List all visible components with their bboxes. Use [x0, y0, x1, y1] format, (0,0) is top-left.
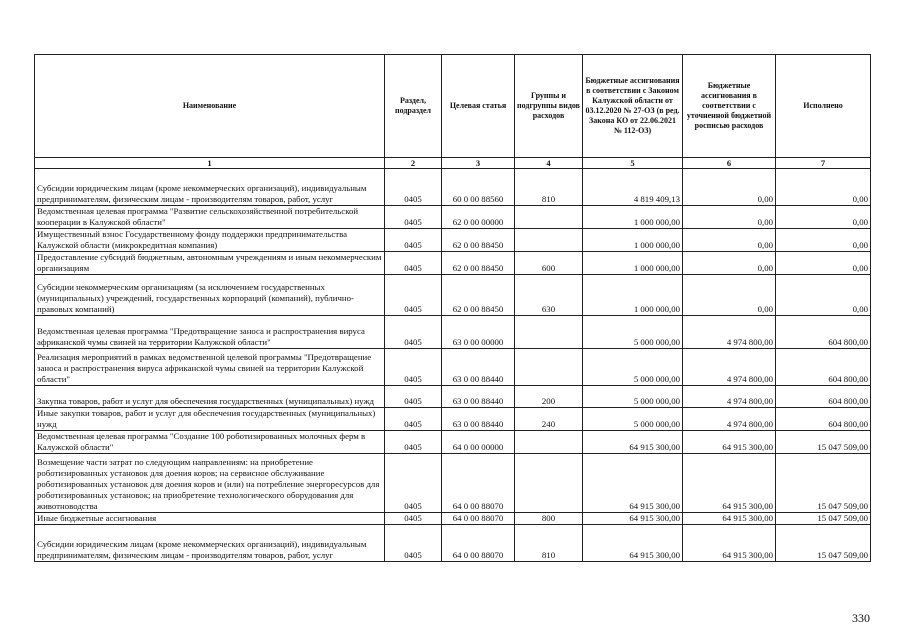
column-number-row: [35, 158, 871, 169]
row-law-amount: 64 915 300,00: [583, 513, 683, 525]
header-target: Целевая статья: [442, 55, 515, 158]
row-law-amount: 5 000 000,00: [583, 316, 683, 349]
table-row: [35, 349, 871, 386]
row-law-amount: 1 000 000,00: [583, 275, 683, 316]
header-refined: Бюджетные ассигнования в соответствии с уточненной бюджетной росписью расходов: [683, 55, 776, 158]
table-row: [35, 454, 871, 513]
row-group: [515, 349, 583, 386]
row-executed-amount: 15 047 509,00: [776, 454, 871, 513]
row-section: 0405: [385, 408, 442, 431]
row-section: 0405: [385, 513, 442, 525]
row-executed-amount: 0,00: [776, 229, 871, 252]
row-group: [515, 206, 583, 229]
table-row: [35, 252, 871, 275]
row-name: Ведомственная целевая программа "Предотвращение заноса и распространения вируса африканской чумы свиней на территории Калужской области": [35, 316, 385, 349]
row-section: 0405: [385, 275, 442, 316]
column-number: 2: [385, 158, 442, 169]
row-name: Ведомственная целевая программа "Создание 100 роботизированных молочных ферм в Калужской области": [35, 431, 385, 454]
row-law-amount: 4 819 409,13: [583, 169, 683, 206]
row-section: 0405: [385, 169, 442, 206]
table-row: [35, 275, 871, 316]
table-row: [35, 513, 871, 525]
row-group: 600: [515, 252, 583, 275]
table-row: [35, 408, 871, 431]
row-target: 62 0 00 88450: [442, 252, 515, 275]
row-name: Закупка товаров, работ и услуг для обеспечения государственных (муниципальных) нужд: [35, 386, 385, 408]
row-section: 0405: [385, 525, 442, 562]
page-number: 330: [852, 611, 870, 625]
row-refined-amount: 0,00: [683, 252, 776, 275]
row-law-amount: 64 915 300,00: [583, 454, 683, 513]
row-refined-amount: 4 974 800,00: [683, 408, 776, 431]
row-target: 64 0 00 88070: [442, 513, 515, 525]
row-executed-amount: 604 800,00: [776, 316, 871, 349]
row-executed-amount: 0,00: [776, 206, 871, 229]
row-law-amount: 64 915 300,00: [583, 431, 683, 454]
row-target: 62 0 00 88450: [442, 229, 515, 252]
column-number: 7: [776, 158, 871, 169]
row-executed-amount: 15 047 509,00: [776, 525, 871, 562]
row-law-amount: 1 000 000,00: [583, 229, 683, 252]
row-executed-amount: 0,00: [776, 275, 871, 316]
row-name: Субсидии юридическим лицам (кроме некоммерческих организаций), индивидуальным предпринимателям, физическим лицам - производителям товаров, работ, услуг: [35, 525, 385, 562]
row-group: 240: [515, 408, 583, 431]
table-row: [35, 316, 871, 349]
table-row: [35, 229, 871, 252]
header-section: Раздел, подраздел: [385, 55, 442, 158]
row-group: 630: [515, 275, 583, 316]
row-section: 0405: [385, 229, 442, 252]
row-name: Реализация мероприятий в рамках ведомственной целевой программы "Предотвращение заноса и распространения вируса африканской чумы свиней на территории Калужской области": [35, 349, 385, 386]
row-target: 63 0 00 88440: [442, 408, 515, 431]
row-section: 0405: [385, 349, 442, 386]
row-group: 800: [515, 513, 583, 525]
row-group: [515, 431, 583, 454]
row-group: [515, 229, 583, 252]
row-target: 64 0 00 00000: [442, 431, 515, 454]
row-law-amount: 1 000 000,00: [583, 206, 683, 229]
row-refined-amount: 0,00: [683, 169, 776, 206]
table-row: [35, 386, 871, 408]
row-name: Ведомственная целевая программа "Развитие сельскохозяйственной потребительской кооперации в Калужской области": [35, 206, 385, 229]
row-target: 60 0 00 88560: [442, 169, 515, 206]
header-law: Бюджетные ассигнования в соответствии с Законом Калужской области от 03.12.2020 № 27-ОЗ (в ред. Закона КО от 22.06.2021 № 112-ОЗ): [583, 55, 683, 158]
column-number: 3: [442, 158, 515, 169]
row-target: 63 0 00 88440: [442, 349, 515, 386]
row-executed-amount: 604 800,00: [776, 408, 871, 431]
row-section: 0405: [385, 431, 442, 454]
row-refined-amount: 4 974 800,00: [683, 349, 776, 386]
row-section: 0405: [385, 386, 442, 408]
row-group: 810: [515, 169, 583, 206]
row-refined-amount: 64 915 300,00: [683, 525, 776, 562]
row-group: 200: [515, 386, 583, 408]
table-row: [35, 525, 871, 562]
column-number: 6: [683, 158, 776, 169]
row-law-amount: 64 915 300,00: [583, 525, 683, 562]
row-name: Иные бюджетные ассигнования: [35, 513, 385, 525]
table-row: [35, 206, 871, 229]
row-target: 62 0 00 00000: [442, 206, 515, 229]
row-refined-amount: 64 915 300,00: [683, 454, 776, 513]
row-section: 0405: [385, 252, 442, 275]
row-law-amount: 1 000 000,00: [583, 252, 683, 275]
row-section: 0405: [385, 206, 442, 229]
row-law-amount: 5 000 000,00: [583, 349, 683, 386]
row-target: 64 0 00 88070: [442, 525, 515, 562]
row-executed-amount: 15 047 509,00: [776, 513, 871, 525]
row-target: 64 0 00 88070: [442, 454, 515, 513]
header-row: [35, 55, 871, 158]
row-name: Субсидии некоммерческим организациям (за исключением государственных (муниципальных) учреждений, государственных корпораций (компаний), публично-правовых компаний): [35, 275, 385, 316]
row-name: Возмещение части затрат по следующим направлениям: на приобретение роботизированных установок для доения коров; на сервисное обслуживание роботизированных установок для доения коров и (или) на потребление энергоресурсов для роботизированных установок; на приобретение технологического оборудования для животноводства: [35, 454, 385, 513]
row-law-amount: 5 000 000,00: [583, 386, 683, 408]
row-section: 0405: [385, 454, 442, 513]
column-number: 4: [515, 158, 583, 169]
row-executed-amount: 0,00: [776, 169, 871, 206]
header-name: Наименование: [35, 55, 385, 158]
budget-table: [34, 54, 871, 562]
header-group: Группы и подгруппы видов расходов: [515, 55, 583, 158]
row-refined-amount: 4 974 800,00: [683, 386, 776, 408]
table-body: [35, 169, 871, 562]
row-target: 63 0 00 88440: [442, 386, 515, 408]
row-target: 63 0 00 00000: [442, 316, 515, 349]
row-refined-amount: 4 974 800,00: [683, 316, 776, 349]
row-name: Иные закупки товаров, работ и услуг для обеспечения государственных (муниципальных) нужд: [35, 408, 385, 431]
row-group: 810: [515, 525, 583, 562]
row-name: Имущественный взнос Государственному фонду поддержки предпринимательства Калужской области (микрокредитная компания): [35, 229, 385, 252]
header-executed: Исполнено: [776, 55, 871, 158]
row-group: [515, 454, 583, 513]
table-row: [35, 169, 871, 206]
row-name: Предоставление субсидий бюджетным, автономным учреждениям и иным некоммерческим организациям: [35, 252, 385, 275]
row-refined-amount: 0,00: [683, 229, 776, 252]
column-number: 5: [583, 158, 683, 169]
row-refined-amount: 0,00: [683, 206, 776, 229]
row-executed-amount: 15 047 509,00: [776, 431, 871, 454]
row-refined-amount: 64 915 300,00: [683, 431, 776, 454]
row-executed-amount: 0,00: [776, 252, 871, 275]
column-number: 1: [35, 158, 385, 169]
row-executed-amount: 604 800,00: [776, 349, 871, 386]
row-refined-amount: 64 915 300,00: [683, 513, 776, 525]
row-name: Субсидии юридическим лицам (кроме некоммерческих организаций), индивидуальным предпринимателям, физическим лицам - производителям товаров, работ, услуг: [35, 169, 385, 206]
row-group: [515, 316, 583, 349]
row-section: 0405: [385, 316, 442, 349]
row-target: 62 0 00 88450: [442, 275, 515, 316]
table-row: [35, 431, 871, 454]
row-executed-amount: 604 800,00: [776, 386, 871, 408]
row-refined-amount: 0,00: [683, 275, 776, 316]
row-law-amount: 5 000 000,00: [583, 408, 683, 431]
